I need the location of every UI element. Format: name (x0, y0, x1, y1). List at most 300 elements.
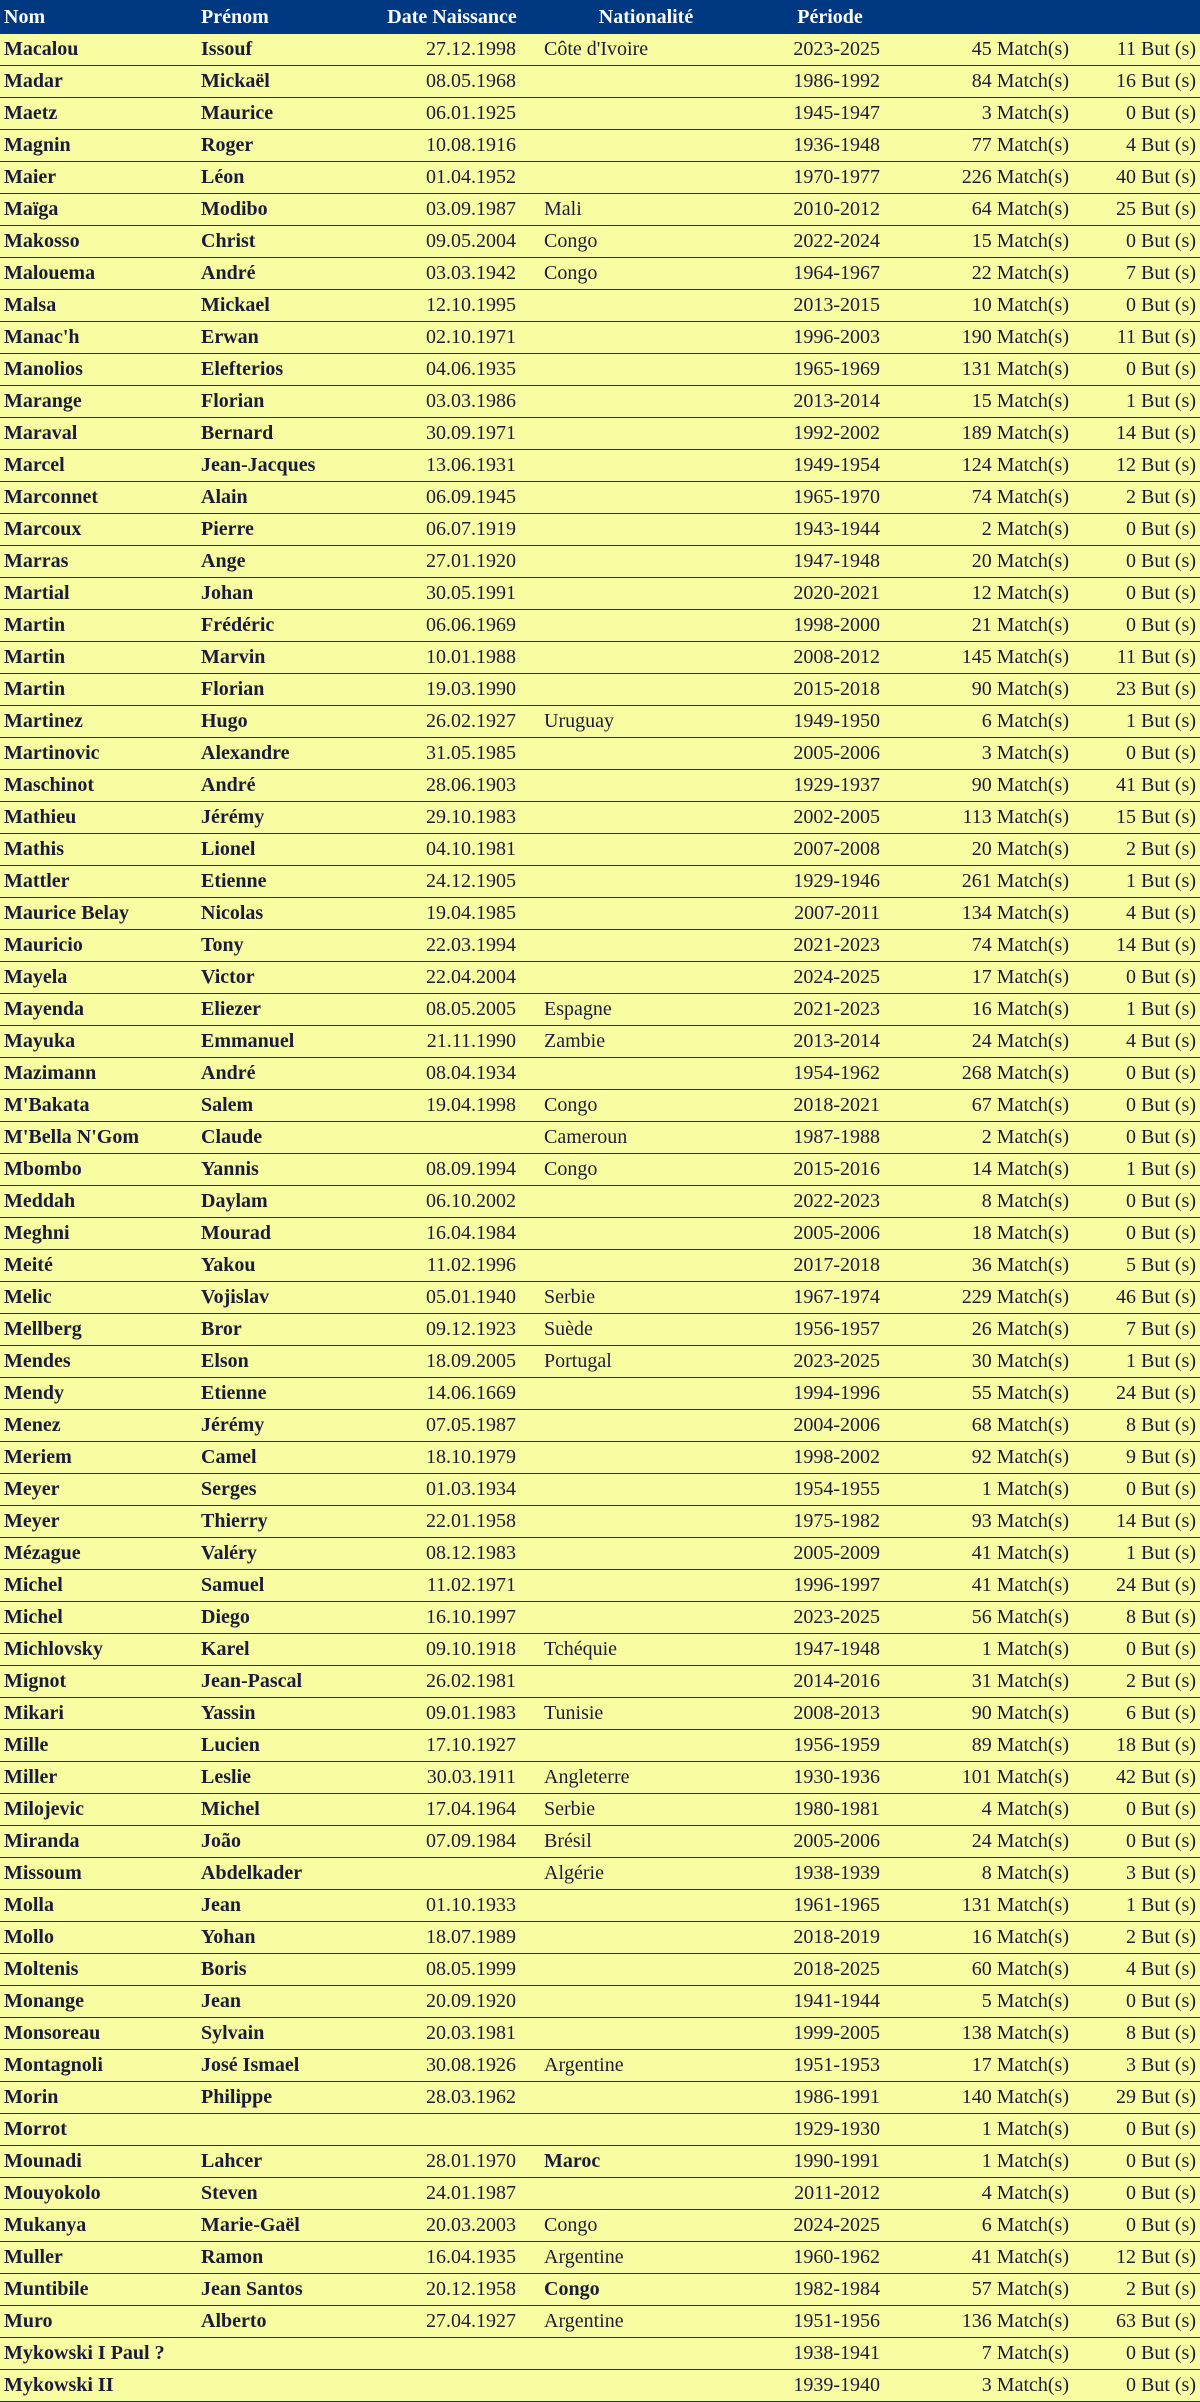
cell-matchs: 268 Match(s) (900, 1058, 1075, 1090)
cell-nationalite: Congo (532, 226, 760, 258)
table-row[interactable] (0, 2274, 1200, 2306)
cell-nom[interactable]: Meghni (0, 1218, 197, 1250)
cell-nom[interactable]: Michlovsky (0, 1634, 197, 1666)
cell-nom[interactable]: Meddah (0, 1186, 197, 1218)
cell-buts: 3 But (s) (1075, 1858, 1200, 1890)
cell-periode: 1954-1955 (760, 1474, 900, 1506)
cell-nationalite (532, 866, 760, 898)
cell-matchs: 24 Match(s) (900, 1026, 1075, 1058)
cell-periode: 2015-2016 (760, 1154, 900, 1186)
cell-buts: 41 But (s) (1075, 770, 1200, 802)
cell-nom[interactable]: Meyer (0, 1506, 197, 1538)
table-row[interactable] (0, 1762, 1200, 1794)
cell-matchs: 68 Match(s) (900, 1410, 1075, 1442)
cell-date-naissance: 09.12.1923 (372, 1314, 532, 1346)
cell-date-naissance: 20.12.1958 (372, 2274, 532, 2306)
cell-nom[interactable]: Malouema (0, 258, 197, 290)
cell-matchs: 57 Match(s) (900, 2274, 1075, 2306)
cell-nom[interactable]: Meyer (0, 1474, 197, 1506)
table-row[interactable] (0, 1058, 1200, 1090)
cell-prenom: João (197, 1826, 372, 1858)
table-row[interactable] (0, 2146, 1200, 2178)
header-buts (1075, 0, 1200, 34)
cell-matchs: 17 Match(s) (900, 962, 1075, 994)
table-row[interactable] (0, 1986, 1200, 2018)
cell-nom[interactable]: Muro (0, 2306, 197, 2338)
cell-buts: 9 But (s) (1075, 1442, 1200, 1474)
table-row[interactable] (0, 2114, 1200, 2146)
cell-nationalite (532, 1058, 760, 1090)
cell-date-naissance: 10.01.1988 (372, 642, 532, 674)
table-row[interactable] (0, 738, 1200, 770)
cell-nationalite: Maroc (532, 2146, 760, 2178)
cell-buts: 0 But (s) (1075, 290, 1200, 322)
table-row[interactable] (0, 1698, 1200, 1730)
cell-matchs: 77 Match(s) (900, 130, 1075, 162)
cell-prenom: Florian (197, 386, 372, 418)
cell-buts: 0 But (s) (1075, 2178, 1200, 2210)
cell-nom[interactable]: Martin (0, 674, 197, 706)
table-row[interactable] (0, 1634, 1200, 1666)
cell-nom[interactable]: Manac'h (0, 322, 197, 354)
cell-nom[interactable]: Marconnet (0, 482, 197, 514)
cell-nom[interactable]: Morin (0, 2082, 197, 2114)
cell-periode: 1990-1991 (760, 2146, 900, 2178)
cell-nom[interactable]: Montagnoli (0, 2050, 197, 2082)
cell-matchs: 3 Match(s) (900, 98, 1075, 130)
cell-date-naissance: 08.05.2005 (372, 994, 532, 1026)
cell-prenom: Jean-Jacques (197, 450, 372, 482)
cell-prenom: Thierry (197, 1506, 372, 1538)
cell-nationalite (532, 1506, 760, 1538)
cell-nom[interactable]: Mayela (0, 962, 197, 994)
table-row[interactable] (0, 1570, 1200, 1602)
table-row[interactable] (0, 1026, 1200, 1058)
cell-matchs: 6 Match(s) (900, 2210, 1075, 2242)
cell-nom[interactable]: Meriem (0, 1442, 197, 1474)
cell-nom[interactable]: Mathis (0, 834, 197, 866)
header-date-naissance[interactable]: Date Naissance (372, 0, 532, 34)
cell-nom[interactable]: Mouyokolo (0, 2178, 197, 2210)
table-row[interactable] (0, 1250, 1200, 1282)
cell-nom[interactable]: Maraval (0, 418, 197, 450)
table-row[interactable] (0, 578, 1200, 610)
cell-date-naissance: 01.10.1933 (372, 1890, 532, 1922)
cell-date-naissance: 16.04.1935 (372, 2242, 532, 2274)
cell-date-naissance: 28.03.1962 (372, 2082, 532, 2114)
cell-nom[interactable]: Mollo (0, 1922, 197, 1954)
table-row[interactable] (0, 2306, 1200, 2338)
cell-nom[interactable]: Maurice Belay (0, 898, 197, 930)
cell-nom[interactable]: Marange (0, 386, 197, 418)
cell-buts: 8 But (s) (1075, 1410, 1200, 1442)
cell-nom[interactable]: Miller (0, 1762, 197, 1794)
cell-prenom: Emmanuel (197, 1026, 372, 1058)
table-row[interactable] (0, 162, 1200, 194)
cell-date-naissance: 18.10.1979 (372, 1442, 532, 1474)
cell-nom[interactable]: Madar (0, 66, 197, 98)
cell-prenom: Florian (197, 674, 372, 706)
table-row[interactable] (0, 98, 1200, 130)
cell-nom[interactable]: Mathieu (0, 802, 197, 834)
cell-date-naissance: 17.10.1927 (372, 1730, 532, 1762)
cell-date-naissance: 18.07.1989 (372, 1922, 532, 1954)
cell-nom[interactable]: Monsoreau (0, 2018, 197, 2050)
cell-prenom: Jérémy (197, 1410, 372, 1442)
cell-buts: 0 But (s) (1075, 226, 1200, 258)
cell-date-naissance (372, 2370, 532, 2402)
cell-periode: 2017-2018 (760, 1250, 900, 1282)
cell-periode: 1996-1997 (760, 1570, 900, 1602)
table-row[interactable] (0, 1378, 1200, 1410)
cell-nom[interactable]: Moltenis (0, 1954, 197, 1986)
cell-nom[interactable]: Molla (0, 1890, 197, 1922)
cell-nom[interactable]: Mellberg (0, 1314, 197, 1346)
table-row[interactable] (0, 994, 1200, 1026)
table-row[interactable] (0, 2210, 1200, 2242)
cell-date-naissance: 08.05.1999 (372, 1954, 532, 1986)
cell-nom[interactable]: Marcel (0, 450, 197, 482)
cell-date-naissance: 06.09.1945 (372, 482, 532, 514)
cell-prenom: Jean Santos (197, 2274, 372, 2306)
cell-nationalite (532, 1218, 760, 1250)
table-row[interactable] (0, 1602, 1200, 1634)
cell-nom[interactable]: Michel (0, 1570, 197, 1602)
cell-nom[interactable]: Martin (0, 610, 197, 642)
cell-nom[interactable]: Mauricio (0, 930, 197, 962)
table-row[interactable] (0, 2242, 1200, 2274)
table-row[interactable] (0, 1090, 1200, 1122)
cell-date-naissance: 09.01.1983 (372, 1698, 532, 1730)
cell-buts: 0 But (s) (1075, 2210, 1200, 2242)
cell-periode: 1986-1991 (760, 2082, 900, 2114)
header-nom[interactable]: Nom (0, 0, 197, 34)
header-nationalite[interactable]: Nationalité (532, 0, 760, 34)
table-row[interactable] (0, 514, 1200, 546)
cell-nationalite: Uruguay (532, 706, 760, 738)
table-row[interactable] (0, 2082, 1200, 2114)
cell-nom[interactable]: Maetz (0, 98, 197, 130)
cell-periode: 1938-1941 (760, 2338, 900, 2370)
cell-nom[interactable]: Macalou (0, 34, 197, 66)
cell-matchs: 261 Match(s) (900, 866, 1075, 898)
table-row[interactable] (0, 2018, 1200, 2050)
cell-matchs: 90 Match(s) (900, 674, 1075, 706)
cell-matchs: 10 Match(s) (900, 290, 1075, 322)
cell-prenom: Elson (197, 1346, 372, 1378)
table-row[interactable] (0, 258, 1200, 290)
cell-buts: 11 But (s) (1075, 34, 1200, 66)
table-row[interactable] (0, 418, 1200, 450)
cell-matchs: 12 Match(s) (900, 578, 1075, 610)
cell-nationalite: Suède (532, 1314, 760, 1346)
header-periode[interactable]: Période (760, 0, 900, 34)
table-row[interactable] (0, 482, 1200, 514)
cell-nationalite: Espagne (532, 994, 760, 1026)
table-row[interactable] (0, 450, 1200, 482)
table-row[interactable] (0, 802, 1200, 834)
table-row[interactable] (0, 930, 1200, 962)
cell-nom[interactable]: Mille (0, 1730, 197, 1762)
cell-nom[interactable]: Mayenda (0, 994, 197, 1026)
table-row[interactable] (0, 1346, 1200, 1378)
cell-periode: 2010-2012 (760, 194, 900, 226)
cell-prenom: Tony (197, 930, 372, 962)
cell-date-naissance: 01.04.1952 (372, 162, 532, 194)
cell-date-naissance: 08.09.1994 (372, 1154, 532, 1186)
cell-nationalite (532, 1442, 760, 1474)
table-row[interactable] (0, 2050, 1200, 2082)
cell-buts: 1 But (s) (1075, 1538, 1200, 1570)
cell-nationalite (532, 898, 760, 930)
table-row[interactable] (0, 1506, 1200, 1538)
cell-periode: 2018-2019 (760, 1922, 900, 1954)
cell-prenom (197, 2338, 372, 2370)
table-row[interactable] (0, 1730, 1200, 1762)
cell-nom[interactable]: Marras (0, 546, 197, 578)
cell-date-naissance: 30.09.1971 (372, 418, 532, 450)
cell-nom[interactable]: Maschinot (0, 770, 197, 802)
table-row[interactable] (0, 898, 1200, 930)
cell-date-naissance: 16.04.1984 (372, 1218, 532, 1250)
cell-buts: 6 But (s) (1075, 1698, 1200, 1730)
cell-date-naissance: 30.03.1911 (372, 1762, 532, 1794)
cell-nom[interactable]: Maier (0, 162, 197, 194)
table-row[interactable] (0, 1474, 1200, 1506)
cell-nom[interactable]: Mignot (0, 1666, 197, 1698)
cell-nom[interactable]: Mazimann (0, 1058, 197, 1090)
table-row[interactable] (0, 642, 1200, 674)
table-row[interactable] (0, 226, 1200, 258)
cell-date-naissance: 24.01.1987 (372, 2178, 532, 2210)
table-row[interactable] (0, 194, 1200, 226)
table-row[interactable] (0, 706, 1200, 738)
cell-nationalite: Argentine (532, 2242, 760, 2274)
cell-matchs: 140 Match(s) (900, 2082, 1075, 2114)
cell-nationalite (532, 482, 760, 514)
cell-matchs: 36 Match(s) (900, 1250, 1075, 1282)
cell-buts: 4 But (s) (1075, 130, 1200, 162)
table-row[interactable] (0, 1122, 1200, 1154)
cell-nom[interactable]: Missoum (0, 1858, 197, 1890)
table-row[interactable] (0, 66, 1200, 98)
cell-matchs: 134 Match(s) (900, 898, 1075, 930)
table-row[interactable] (0, 1858, 1200, 1890)
table-row[interactable] (0, 610, 1200, 642)
cell-buts: 63 But (s) (1075, 2306, 1200, 2338)
cell-date-naissance (372, 2114, 532, 2146)
cell-periode: 2020-2021 (760, 578, 900, 610)
cell-nom[interactable]: Magnin (0, 130, 197, 162)
cell-nationalite (532, 578, 760, 610)
cell-nom[interactable]: Menez (0, 1410, 197, 1442)
cell-nom[interactable]: Manolios (0, 354, 197, 386)
cell-nom[interactable]: Mikari (0, 1698, 197, 1730)
cell-periode: 1941-1944 (760, 1986, 900, 2018)
cell-nationalite: Tunisie (532, 1698, 760, 1730)
cell-matchs: 20 Match(s) (900, 546, 1075, 578)
cell-prenom: Steven (197, 2178, 372, 2210)
cell-periode: 1998-2000 (760, 610, 900, 642)
table-header-row (0, 0, 1200, 34)
table-row[interactable] (0, 322, 1200, 354)
cell-matchs: 20 Match(s) (900, 834, 1075, 866)
cell-nom[interactable]: Melic (0, 1282, 197, 1314)
cell-nom[interactable]: Mukanya (0, 2210, 197, 2242)
cell-date-naissance: 03.09.1987 (372, 194, 532, 226)
cell-matchs: 2 Match(s) (900, 1122, 1075, 1154)
cell-prenom: Lionel (197, 834, 372, 866)
table-row[interactable] (0, 1282, 1200, 1314)
cell-nom[interactable]: Miranda (0, 1826, 197, 1858)
cell-prenom: Frédéric (197, 610, 372, 642)
cell-nom[interactable]: Martinovic (0, 738, 197, 770)
cell-nom[interactable]: Mykowski I Paul ? (0, 2338, 197, 2370)
table-row[interactable] (0, 1794, 1200, 1826)
table-row[interactable] (0, 1666, 1200, 1698)
table-row[interactable] (0, 1826, 1200, 1858)
table-row[interactable] (0, 1314, 1200, 1346)
cell-nom[interactable]: M'Bella N'Gom (0, 1122, 197, 1154)
cell-date-naissance: 27.01.1920 (372, 546, 532, 578)
cell-periode: 1965-1969 (760, 354, 900, 386)
cell-nom[interactable]: Morrot (0, 2114, 197, 2146)
cell-matchs: 190 Match(s) (900, 322, 1075, 354)
cell-nom[interactable]: Meité (0, 1250, 197, 1282)
cell-nationalite (532, 2370, 760, 2402)
cell-buts: 14 But (s) (1075, 1506, 1200, 1538)
cell-nationalite (532, 1250, 760, 1282)
cell-periode: 1936-1948 (760, 130, 900, 162)
cell-nom[interactable]: Mendy (0, 1378, 197, 1410)
cell-matchs: 67 Match(s) (900, 1090, 1075, 1122)
cell-date-naissance: 04.10.1981 (372, 834, 532, 866)
table-row[interactable] (0, 866, 1200, 898)
table-row[interactable] (0, 546, 1200, 578)
cell-date-naissance: 17.04.1964 (372, 1794, 532, 1826)
cell-buts: 16 But (s) (1075, 66, 1200, 98)
cell-nom[interactable]: Martial (0, 578, 197, 610)
table-row[interactable] (0, 290, 1200, 322)
cell-nom[interactable]: Makosso (0, 226, 197, 258)
cell-date-naissance: 03.03.1986 (372, 386, 532, 418)
cell-matchs: 15 Match(s) (900, 226, 1075, 258)
cell-matchs: 64 Match(s) (900, 194, 1075, 226)
table-row[interactable] (0, 2338, 1200, 2370)
header-prenom[interactable]: Prénom (197, 0, 372, 34)
cell-matchs: 1 Match(s) (900, 2114, 1075, 2146)
cell-prenom: Alexandre (197, 738, 372, 770)
cell-nationalite (532, 290, 760, 322)
cell-nom[interactable]: Martinez (0, 706, 197, 738)
cell-nom[interactable]: M'Bakata (0, 1090, 197, 1122)
cell-periode: 2008-2013 (760, 1698, 900, 1730)
table-row[interactable] (0, 386, 1200, 418)
table-row[interactable] (0, 834, 1200, 866)
table-row[interactable] (0, 1154, 1200, 1186)
cell-nationalite (532, 2082, 760, 2114)
cell-buts: 4 But (s) (1075, 898, 1200, 930)
table-row[interactable] (0, 1890, 1200, 1922)
table-row[interactable] (0, 962, 1200, 994)
cell-nom[interactable]: Martin (0, 642, 197, 674)
table-row[interactable] (0, 354, 1200, 386)
cell-periode: 2007-2011 (760, 898, 900, 930)
cell-periode: 1975-1982 (760, 1506, 900, 1538)
cell-nom[interactable]: Mattler (0, 866, 197, 898)
cell-nationalite: Côte d'Ivoire (532, 34, 760, 66)
cell-prenom: Diego (197, 1602, 372, 1634)
cell-matchs: 21 Match(s) (900, 610, 1075, 642)
cell-periode: 1949-1954 (760, 450, 900, 482)
cell-nom[interactable]: Mayuka (0, 1026, 197, 1058)
cell-periode: 1930-1936 (760, 1762, 900, 1794)
cell-nom[interactable]: Mendes (0, 1346, 197, 1378)
table-row[interactable] (0, 34, 1200, 66)
cell-nationalite: Congo (532, 1154, 760, 1186)
table-row[interactable] (0, 1410, 1200, 1442)
cell-buts: 40 But (s) (1075, 162, 1200, 194)
cell-nom[interactable]: Mounadi (0, 2146, 197, 2178)
cell-nom[interactable]: Muller (0, 2242, 197, 2274)
cell-matchs: 1 Match(s) (900, 1474, 1075, 1506)
cell-nom[interactable]: Monange (0, 1986, 197, 2018)
table-row[interactable] (0, 2370, 1200, 2402)
table-row[interactable] (0, 674, 1200, 706)
cell-matchs: 2 Match(s) (900, 514, 1075, 546)
cell-nom[interactable]: Mbombo (0, 1154, 197, 1186)
cell-nationalite (532, 1986, 760, 2018)
table-row[interactable] (0, 1954, 1200, 1986)
cell-nom[interactable]: Maïga (0, 194, 197, 226)
cell-date-naissance (372, 1122, 532, 1154)
cell-date-naissance: 22.03.1994 (372, 930, 532, 962)
cell-periode: 1956-1957 (760, 1314, 900, 1346)
cell-matchs: 14 Match(s) (900, 1154, 1075, 1186)
table-row[interactable] (0, 1442, 1200, 1474)
cell-nom[interactable]: Marcoux (0, 514, 197, 546)
cell-date-naissance: 09.05.2004 (372, 226, 532, 258)
cell-nom[interactable]: Mézague (0, 1538, 197, 1570)
table-row[interactable] (0, 1186, 1200, 1218)
cell-buts: 0 But (s) (1075, 1186, 1200, 1218)
table-row[interactable] (0, 770, 1200, 802)
cell-date-naissance: 22.01.1958 (372, 1506, 532, 1538)
cell-nationalite: Congo (532, 258, 760, 290)
table-row[interactable] (0, 1218, 1200, 1250)
cell-date-naissance: 29.10.1983 (372, 802, 532, 834)
cell-periode: 2007-2008 (760, 834, 900, 866)
cell-nom[interactable]: Michel (0, 1602, 197, 1634)
table-row[interactable] (0, 1538, 1200, 1570)
cell-nationalite (532, 1410, 760, 1442)
cell-date-naissance: 08.04.1934 (372, 1058, 532, 1090)
cell-nom[interactable]: Mykowski II (0, 2370, 197, 2402)
cell-buts: 1 But (s) (1075, 706, 1200, 738)
cell-matchs: 22 Match(s) (900, 258, 1075, 290)
cell-nom[interactable]: Malsa (0, 290, 197, 322)
cell-periode: 2013-2014 (760, 1026, 900, 1058)
cell-periode: 1967-1974 (760, 1282, 900, 1314)
cell-nom[interactable]: Muntibile (0, 2274, 197, 2306)
cell-nom[interactable]: Milojevic (0, 1794, 197, 1826)
cell-buts: 0 But (s) (1075, 1058, 1200, 1090)
table-row[interactable] (0, 1922, 1200, 1954)
cell-date-naissance: 18.09.2005 (372, 1346, 532, 1378)
cell-prenom: Marvin (197, 642, 372, 674)
table-row[interactable] (0, 2178, 1200, 2210)
table-row[interactable] (0, 130, 1200, 162)
